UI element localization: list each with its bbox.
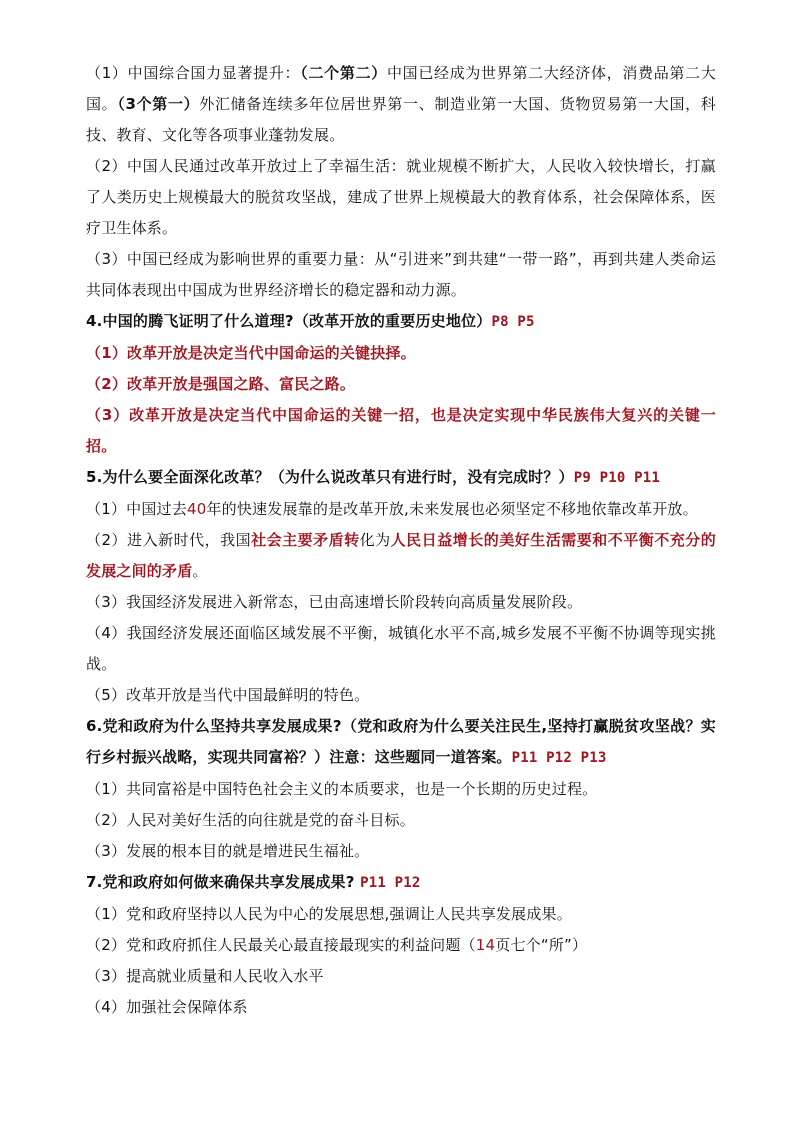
question-4-answer-2: （2）改革开放是强国之路、富民之路。: [86, 375, 356, 393]
q5-a2-highlight-2: 人民日益增长的美好生活需要和不平衡不充分的发展之间的矛盾: [86, 531, 716, 580]
s3-item-1-middle: 中国已经成为世界第二大经济体，消费品第二大国。: [86, 64, 717, 113]
question-7-heading: [86, 867, 716, 899]
s3-item-1-prefix: （1）中国综合国力显著提升：: [86, 64, 301, 82]
question-5-answer-4: （4）我国经济发展还面临区域发展不平衡，城镇化水平不高,城乡发展不平衡不协调等现实挑战。: [86, 624, 716, 673]
question-5-answer-3: （3）我国经济发展进入新常态，已由高速增长阶段转向高质量发展阶段。: [86, 593, 583, 611]
question-7-pages: P11 P12: [360, 875, 421, 891]
question-5-heading: [86, 462, 716, 494]
question-4-answer-1: （1）改革开放是决定当代中国命运的关键抉择。: [86, 344, 416, 362]
q5-a1-number: 40: [186, 500, 207, 518]
question-7-title: 7.党和政府如何做来确保共享发展成果?: [86, 873, 355, 891]
question-6-title: 6.党和政府为什么坚持共享发展成果?（党和政府为什么要关注民生,坚持打赢脱贫攻坚战？实行乡村振兴战略，实现共同富裕？）注意：这些题同一道答案。: [86, 717, 716, 766]
question-4-answer-3: （3）改革开放是决定当代中国命运的关键一招，也是决定实现中华民族伟大复兴的关键一招。: [86, 406, 716, 455]
question-7-answer-3: （3）提高就业质量和人民收入水平: [86, 967, 324, 985]
question-5-answer-5: （5）改革开放是当代中国最鲜明的特色。: [86, 686, 370, 704]
q5-a2-part-c: 。: [192, 562, 208, 580]
s3-item-1-rest: 外汇储备连续多年位居世界第一、制造业第一大国、货物贸易第一大国，科技、教育、文化等各项事业蓬勃发展。: [86, 95, 716, 144]
q7-a2-number: 14: [475, 936, 496, 954]
q5-a1-part-a: （1）中国过去: [86, 500, 187, 518]
question-5-pages: P9 P10 P11: [573, 470, 661, 486]
q5-a1-part-b: 年的快速发展靠的是改革开放,未来发展也必须坚定不移地依靠改革开放。: [206, 500, 698, 518]
question-5-title: 5.为什么要全面深化改革？（为什么说改革只有进行时，没有完成时？）: [86, 468, 574, 486]
question-6-answer-1: （1）共同富裕是中国特色社会主义的本质要求，也是一个长期的历史过程。: [86, 780, 598, 798]
s3-item-2: （2）中国人民通过改革开放过上了幸福生活：就业规模不断扩大，人民收入较快增长，打赢了人类历史上规模最大的脱贫攻坚战，建成了世界上规模最大的教育体系，社会保障体系，医疗卫生体系。: [86, 157, 716, 237]
q5-a2-part-a: （2）进入新时代，我国: [86, 531, 252, 549]
question-7-answer-4: （4）加强社会保障体系: [86, 998, 248, 1016]
question-5-answer-1: [86, 494, 716, 525]
question-6-answer-3: （3）发展的根本目的就是增进民生福祉。: [86, 842, 370, 860]
s3-item-1: [86, 58, 716, 151]
question-5-answer-2: [86, 525, 716, 587]
s3-item-1-emphasis-1: （二个第二）: [300, 64, 387, 82]
question-7-answer-1: （1）党和政府坚持以人民为中心的发展思想,强调让人民共享发展成果。: [86, 905, 572, 923]
question-4-pages: P8 P5: [491, 314, 535, 330]
question-4-heading: [86, 306, 716, 338]
question-4-title: 4.中国的腾飞证明了什么道理?（改革开放的重要历史地位）: [86, 312, 492, 330]
s3-item-1-emphasis-2: （3个第一）: [117, 95, 200, 113]
question-7-answer-2: [86, 930, 716, 961]
q7-a2-part-b: 页七个“所”）: [495, 936, 588, 954]
s3-item-3: （3）中国已经成为影响世界的重要力量：从“引进来”到共建“一带一路”，再到共建人类命运共同体表现出中国成为世界经济增长的稳定器和动力源。: [86, 250, 716, 299]
question-6-answer-2: （2）人民对美好生活的向往就是党的奋斗目标。: [86, 811, 415, 829]
q5-a2-highlight-1: 社会主要矛盾转: [251, 531, 360, 549]
q5-a2-part-b: 化为: [359, 531, 391, 549]
question-6-heading: [86, 711, 716, 774]
q7-a2-part-a: （2）党和政府抓住人民最关心最直接最现实的利益问题（: [86, 936, 476, 954]
question-6-pages: P11 P12 P13: [511, 750, 607, 766]
